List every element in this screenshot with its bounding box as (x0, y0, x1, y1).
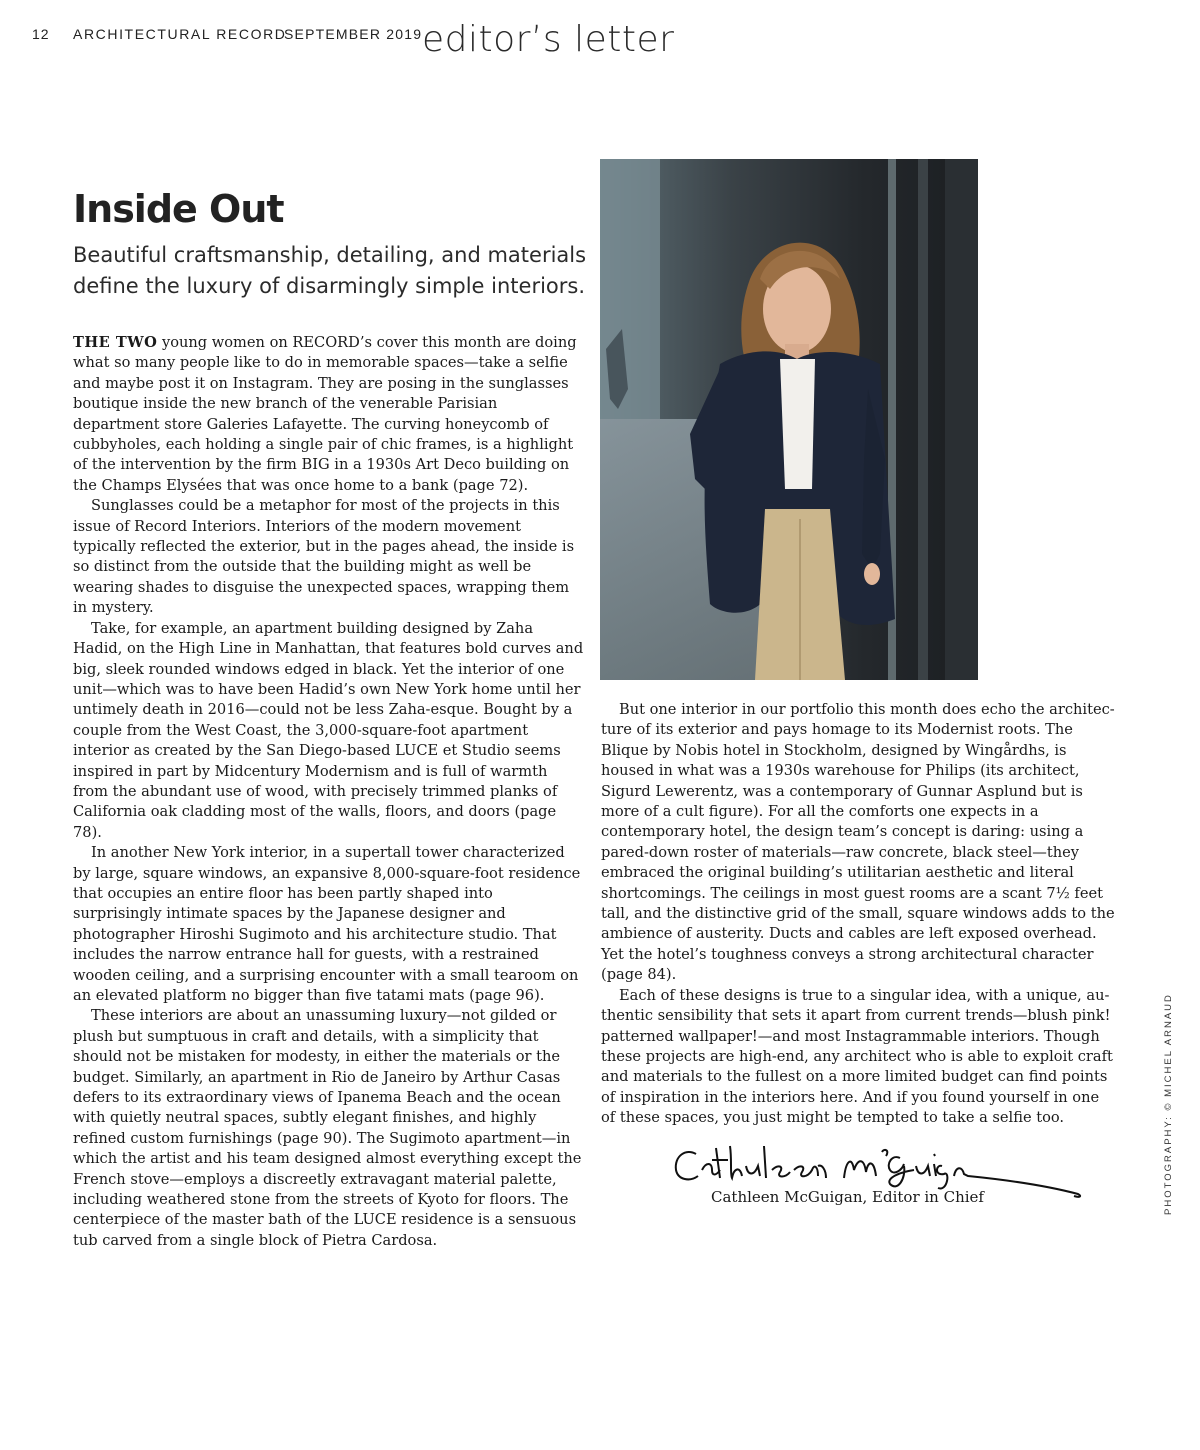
paragraph-1: THE TWO young women on RECORD’s cover this month are doing what so many people like to do in memorable spaces—take a selfie and maybe post it on Instagram. They are posing in the sunglasses boutique inside the new branch of the venerable Parisian department store Galeries Lafayette. The curving honeycomb of cubbyholes, each holding a single pair of chic frames, is a highlight of the intervention by the firm BIG in a 1930s Art Deco building on the Champs Elysées that was once home to a bank (page 72). (73, 334, 577, 494)
record-smallcaps: RECORD (292, 334, 360, 351)
editor-portrait-photo (600, 159, 978, 680)
paragraph-3: Take, for example, an apartment building designed by Zaha Hadid, on the High Line in Manhattan, that features bold curves and big, sleek rounded windows edged in black. Yet the interior of one unit—which was to have been Hadid’s own New York home until her untimely death in 2016—could not be less Zaha-esque. Bought by a couple from the West Coast, the 3,000-square-foot apartment interior as created by the San Diego-based LUCE et Studio seems inspired in part by Midcentury Modernism and is full of warmth from the abundant use of wood, with precisely trimmed planks of California oak cladding most of the walls, floors, and doors (page 78). (73, 619, 584, 841)
paragraph-6: But one interior in our portfolio this month does echo the architecture of its exterior and pays homage to its Modernist roots. The Blique by Nobis hotel in Stockholm, designed by Wingårdhs, is housed in what was a 1930s warehouse for Philips (its architect, Sigurd Lewerentz, was a contemporary of Gunnar Asplund but is more of a cult figure). For all the comforts one expects in a contemporary hotel, the design team’s concept is daring: using a pared-down roster of materials—raw concrete, black steel—they embraced the original building’s utilitarian aesthetic and literal shortcomings. The ceilings in most guest rooms are a scant 7½ feet tall, and the distinctive grid of the small, square windows adds to the ambience of austerity. Ducts and cables are left exposed overhead. Yet the hotel’s toughness conveys a strong architectural character (page 84). (601, 701, 1115, 984)
portrait-illustration (600, 159, 978, 680)
body-column-right (601, 700, 1117, 1129)
paragraph-5: These interiors are about an unassuming luxury—not gilded or plush but sumptuous in craft and details, with a simplicity that should not be mistaken for modesty, in either the materials or the budget. Similarly, an apartment in Rio de Janeiro by Arthur Casas defers to its extraordinary views of Ipanema Beach and the ocean with quietly neutral spaces, subtly elegant finishes, and highly refined custom furnishings (page 90). The Sugimoto apartment—in which the artist and his team designed almost everything except the French stove—employs a discreetly extravagant material palette, including weathered stone from the streets of Kyoto for floors. The centerpiece of the master bath of the LUCE residence is a sensuous tub carved from a single block of Pietra Cardosa. (73, 1007, 582, 1249)
paragraph-2: Sunglasses could be a metaphor for most of the projects in this issue of Record Interiors. Interiors of the modern movement typically reflected the exterior, but in the pages ahead, the inside is so distinct from the outside that the building might as well be wearing shades to disguise the unexpected spaces, wrapping them in mystery. (73, 497, 575, 617)
lead-in: THE TWO (73, 334, 158, 351)
photo-credit: PHOTOGRAPHY: © MICHEL ARNAUD (1163, 993, 1174, 1215)
paragraph-4: In another New York interior, in a supertall tower characterized by large, square windows, an expansive 8,000-square-foot residence that occupies an entire floor has been partly shaped into surprisingly intimate spaces by the Japanese designer and photographer Hiroshi Sugimoto and his architecture studio. That includes the narrow entrance hall for guests, with a restrained wooden ceiling, and a surprising encounter with a small tearoom on an elevated platform no bigger than five tatami mats (page 96). (73, 844, 581, 1004)
issue-date: SEPTEMBER 2019 (284, 26, 423, 42)
page-number: 12 (32, 26, 50, 42)
publication-name: ARCHITECTURAL RECORD (73, 26, 287, 42)
signature-caption: Cathleen McGuigan, Editor in Chief (711, 1188, 984, 1206)
article-dek: Beautiful craftsmanship, detailing, and materials define the luxury of disarmingly simple interiors. (73, 243, 587, 298)
body-column-left (73, 333, 585, 1251)
article-title: Inside Out (73, 187, 284, 231)
section-label: editor’s letter (422, 19, 675, 60)
paragraph-7: Each of these designs is true to a singular idea, with a unique, authentic sensibility that sets it apart from current trends—blush pink! patterned wallpaper!—and most Instagrammable interiors. Though these projects are high-end, any architect who is able to exploit craft and materials to the fullest on a more limited budget can find points of inspiration in the interiors here. And if you found yourself in one of these spaces, you just might be tempted to take a selfie too. (601, 986, 1113, 1127)
